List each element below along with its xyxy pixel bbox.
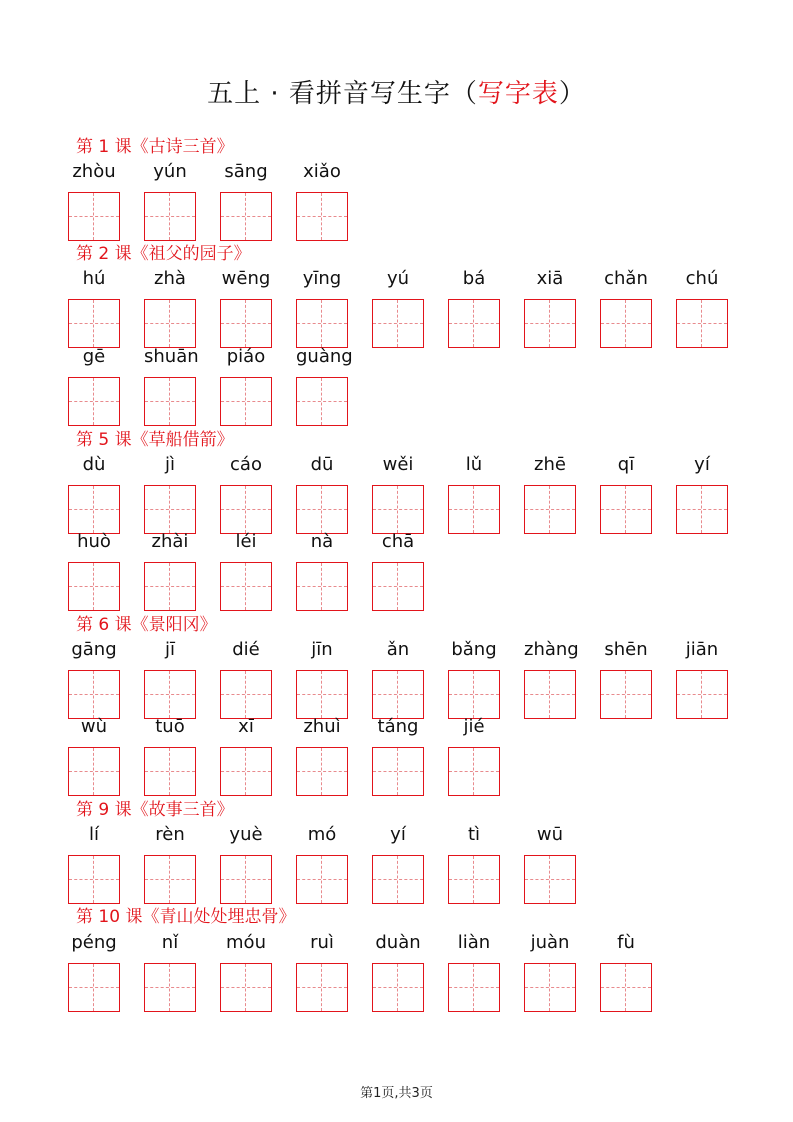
pinyin-label: mó	[307, 824, 337, 845]
tianzige-box[interactable]	[144, 855, 196, 904]
tianzige-box[interactable]	[220, 963, 272, 1012]
tianzige-box[interactable]	[68, 670, 120, 719]
pinyin-label: ruì	[310, 932, 334, 953]
pinyin-label: nà	[310, 531, 334, 552]
pinyin-label: cáo	[230, 454, 262, 475]
title-close: ）	[558, 79, 586, 109]
tianzige-box[interactable]	[296, 192, 348, 241]
tianzige-box[interactable]	[524, 299, 576, 348]
tianzige-box[interactable]	[220, 485, 272, 534]
pinyin-label: léi	[235, 531, 257, 552]
tianzige-box[interactable]	[600, 670, 652, 719]
tianzige-box[interactable]	[220, 377, 272, 426]
pinyin-label: zhài	[151, 531, 189, 552]
lesson-heading: 第 1 课《古诗三首》	[76, 137, 234, 157]
tianzige-box[interactable]	[676, 485, 728, 534]
tianzige-box[interactable]	[448, 963, 500, 1012]
pinyin-label: zhòu	[72, 161, 116, 182]
tianzige-box[interactable]	[296, 377, 348, 426]
tianzige-box[interactable]	[448, 670, 500, 719]
pinyin-label: jī	[164, 639, 175, 660]
tianzige-box[interactable]	[144, 192, 196, 241]
lesson-heading: 第 2 课《祖父的园子》	[76, 244, 251, 264]
pinyin-label: yí	[694, 454, 710, 475]
tianzige-box[interactable]	[68, 562, 120, 611]
pinyin-label: shēn	[604, 639, 648, 660]
pinyin-label: chú	[685, 268, 719, 289]
tianzige-box[interactable]	[68, 377, 120, 426]
pinyin-label: gāng	[71, 639, 117, 660]
tianzige-box[interactable]	[600, 963, 652, 1012]
tianzige-box[interactable]	[144, 299, 196, 348]
tianzige-box[interactable]	[600, 299, 652, 348]
pinyin-label: tuō	[155, 716, 185, 737]
tianzige-box[interactable]	[144, 747, 196, 796]
pinyin-label: bá	[462, 268, 486, 289]
pinyin-label: yuè	[229, 824, 263, 845]
tianzige-box[interactable]	[676, 670, 728, 719]
tianzige-box[interactable]	[372, 670, 424, 719]
tianzige-box[interactable]	[220, 670, 272, 719]
pinyin-label: yí	[390, 824, 406, 845]
tianzige-box[interactable]	[220, 299, 272, 348]
pinyin-label: chǎn	[604, 268, 648, 289]
pinyin-label: dié	[232, 639, 260, 660]
pinyin-label: fù	[617, 932, 635, 953]
pinyin-label: wěi	[382, 454, 414, 475]
tianzige-box[interactable]	[296, 485, 348, 534]
tianzige-box[interactable]	[296, 670, 348, 719]
pinyin-label: ǎn	[386, 639, 410, 660]
pinyin-label: chā	[381, 531, 415, 552]
pinyin-label: rèn	[155, 824, 185, 845]
tianzige-box[interactable]	[68, 299, 120, 348]
pinyin-label: wù	[80, 716, 108, 737]
pinyin-label: zhà	[154, 268, 186, 289]
pinyin-label: zhuì	[303, 716, 341, 737]
tianzige-box[interactable]	[524, 670, 576, 719]
tianzige-box[interactable]	[220, 747, 272, 796]
tianzige-box[interactable]	[144, 377, 196, 426]
pinyin-label: guàng	[296, 346, 353, 367]
pinyin-label: xiǎo	[303, 161, 341, 182]
pinyin-label: móu	[226, 932, 266, 953]
pinyin-label: juàn	[530, 932, 570, 953]
title-highlight: 写字表	[477, 79, 559, 109]
pinyin-label: dù	[82, 454, 106, 475]
tianzige-box[interactable]	[296, 747, 348, 796]
tianzige-box[interactable]	[68, 855, 120, 904]
page-title	[0, 74, 793, 114]
pinyin-label: yú	[386, 268, 410, 289]
pinyin-label: wēng	[221, 268, 271, 289]
tianzige-box[interactable]	[296, 299, 348, 348]
pinyin-label: xī	[238, 716, 254, 737]
lesson-heading: 第 10 课《青山处处埋忠骨》	[76, 907, 296, 927]
pinyin-label: yīng	[302, 268, 342, 289]
pinyin-label: zhàng	[524, 639, 579, 660]
tianzige-box[interactable]	[296, 963, 348, 1012]
tianzige-box[interactable]	[296, 562, 348, 611]
lesson-heading: 第 6 课《景阳冈》	[76, 615, 217, 635]
tianzige-box[interactable]	[68, 963, 120, 1012]
pinyin-label: jì	[164, 454, 175, 475]
tianzige-box[interactable]	[220, 562, 272, 611]
pinyin-label: piáo	[226, 346, 266, 367]
pinyin-label: lí	[88, 824, 99, 845]
tianzige-box[interactable]	[68, 485, 120, 534]
lesson-heading: 第 5 课《草船借箭》	[76, 430, 234, 450]
pinyin-label: zhē	[534, 454, 566, 475]
tianzige-box[interactable]	[524, 855, 576, 904]
tianzige-box[interactable]	[68, 747, 120, 796]
tianzige-box[interactable]	[144, 670, 196, 719]
tianzige-box[interactable]	[220, 855, 272, 904]
pinyin-label: tì	[467, 824, 481, 845]
tianzige-box[interactable]	[448, 485, 500, 534]
tianzige-box[interactable]	[676, 299, 728, 348]
pinyin-label: huò	[77, 531, 111, 552]
tianzige-box[interactable]	[372, 485, 424, 534]
pinyin-label: jiān	[685, 639, 719, 660]
pinyin-label: nǐ	[161, 932, 179, 953]
pinyin-label: yún	[153, 161, 187, 182]
pinyin-label: lǔ	[465, 454, 483, 475]
tianzige-box[interactable]	[372, 963, 424, 1012]
pinyin-label: wū	[536, 824, 564, 845]
pinyin-label: xiā	[536, 268, 564, 289]
tianzige-box[interactable]	[448, 299, 500, 348]
tianzige-box[interactable]	[372, 855, 424, 904]
tianzige-box[interactable]	[524, 963, 576, 1012]
tianzige-box[interactable]	[372, 299, 424, 348]
tianzige-box[interactable]	[144, 562, 196, 611]
pinyin-label: sāng	[224, 161, 268, 182]
tianzige-box[interactable]	[372, 747, 424, 796]
pinyin-label: bǎng	[451, 639, 497, 660]
pinyin-label: shuān	[144, 346, 199, 367]
tianzige-box[interactable]	[68, 192, 120, 241]
pinyin-label: qī	[617, 454, 635, 475]
tianzige-box[interactable]	[372, 562, 424, 611]
tianzige-box[interactable]	[448, 855, 500, 904]
title-main: 五上 · 看拼音写生字（	[207, 79, 478, 109]
tianzige-box[interactable]	[296, 855, 348, 904]
pinyin-label: duàn	[375, 932, 421, 953]
pinyin-label: hú	[82, 268, 106, 289]
pinyin-label: liàn	[457, 932, 491, 953]
page-footer: 第1页,共3页	[360, 1086, 433, 1101]
tianzige-box[interactable]	[220, 192, 272, 241]
tianzige-box[interactable]	[144, 485, 196, 534]
tianzige-box[interactable]	[448, 747, 500, 796]
pinyin-label: táng	[377, 716, 419, 737]
tianzige-box[interactable]	[524, 485, 576, 534]
lesson-heading: 第 9 课《故事三首》	[76, 800, 234, 820]
pinyin-label: gē	[82, 346, 106, 367]
tianzige-box[interactable]	[600, 485, 652, 534]
pinyin-label: dū	[310, 454, 334, 475]
pinyin-label: jīn	[311, 639, 333, 660]
tianzige-box[interactable]	[144, 963, 196, 1012]
pinyin-label: péng	[71, 932, 117, 953]
pinyin-label: jié	[463, 716, 485, 737]
